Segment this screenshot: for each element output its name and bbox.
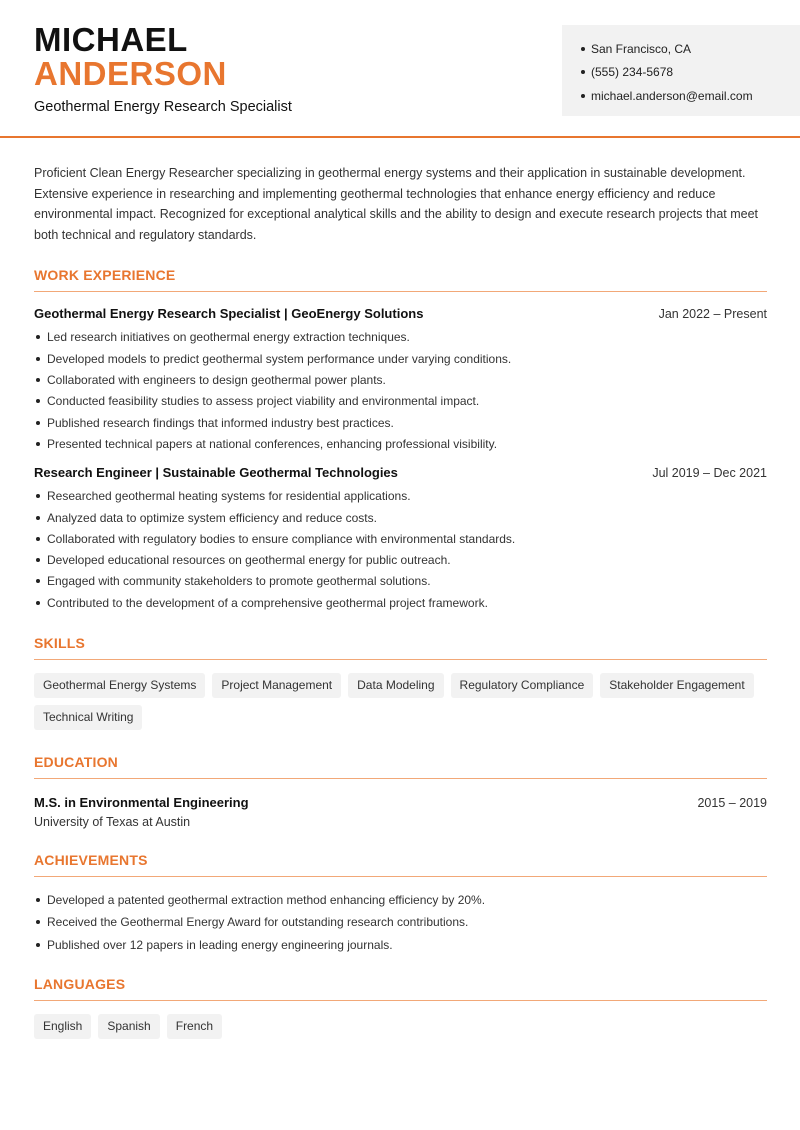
contact-email-text: michael.anderson@email.com — [591, 88, 753, 103]
job-1 — [34, 306, 767, 455]
skill-chip: Stakeholder Engagement — [600, 673, 753, 698]
bullet-icon — [36, 943, 40, 947]
bullet-icon — [36, 601, 40, 605]
skill-chip: Technical Writing — [34, 705, 142, 730]
job-header — [34, 306, 767, 321]
list-item — [34, 571, 767, 592]
list-item — [34, 369, 767, 390]
section-title-education: EDUCATION — [34, 754, 767, 779]
bullet-icon — [36, 558, 40, 562]
bullet-icon — [36, 335, 40, 339]
list-item-text: Developed educational resources on geothermal energy for public outreach. — [47, 553, 451, 568]
summary: Proficient Clean Energy Researcher specializing in geothermal energy systems and their application in sustainable development. Extensive experience in researching and implementing geothermal technologies that enhance energy efficiency and reduce environmental impact. Recognized for exceptional analytical skills and the ability to design and execute research projects that meet both technical and regulatory standards. — [34, 166, 759, 243]
job-dates: Jul 2019 – Dec 2021 — [652, 465, 767, 480]
skill-chip: Regulatory Compliance — [451, 673, 594, 698]
contact-location — [581, 37, 800, 61]
list-item-text: Published research findings that informed industry best practices. — [47, 415, 394, 430]
list-item-text: Led research initiatives on geothermal energy extraction techniques. — [47, 330, 410, 345]
language-chip: English — [34, 1014, 91, 1039]
achievements-list — [34, 888, 767, 956]
job-dates: Jan 2022 – Present — [658, 306, 767, 321]
list-item — [34, 592, 767, 613]
list-item — [34, 528, 767, 549]
last-name: ANDERSON — [34, 55, 227, 92]
skill-chip: Project Management — [212, 673, 341, 698]
list-item — [34, 888, 767, 911]
bullet-icon — [36, 579, 40, 583]
bullet-icon — [36, 378, 40, 382]
bullet-icon — [36, 399, 40, 403]
bullet-icon — [36, 537, 40, 541]
list-item-text: Received the Geothermal Energy Award for outstanding research contributions. — [47, 915, 469, 930]
bullet-icon — [36, 516, 40, 520]
skills-chips — [34, 673, 767, 737]
list-item-text: Presented technical papers at national conferences, enhancing professional visibility. — [47, 436, 498, 451]
list-item-text: Collaborated with engineers to design geothermal power plants. — [47, 373, 386, 388]
section-title-work: WORK EXPERIENCE — [34, 267, 767, 292]
first-name: MICHAEL — [34, 21, 188, 58]
language-chip: French — [167, 1014, 222, 1039]
job-2 — [34, 465, 767, 614]
skills-section — [34, 635, 767, 737]
job-bullets — [34, 486, 767, 614]
list-item — [34, 507, 767, 528]
bullet-icon — [581, 47, 585, 51]
contact-box — [562, 25, 800, 116]
job-title: Research Engineer | Sustainable Geothermal Technologies — [34, 464, 398, 480]
resume-body — [34, 138, 767, 1046]
list-item — [34, 327, 767, 348]
job-title-header: Geothermal Energy Research Specialist — [34, 99, 292, 115]
list-item — [34, 412, 767, 433]
list-item — [34, 391, 767, 412]
section-title-skills: SKILLS — [34, 635, 767, 660]
list-item-text: Conducted feasibility studies to assess project viability and environmental impact. — [47, 394, 480, 409]
list-item — [34, 486, 767, 507]
work-experience-section — [34, 267, 767, 614]
list-item-text: Analyzed data to optimize system efficiency and reduce costs. — [47, 510, 377, 525]
job-title: Geothermal Energy Research Specialist | GeoEnergy Solutions — [34, 305, 424, 321]
contact-location-text: San Francisco, CA — [591, 41, 692, 56]
bullet-icon — [36, 494, 40, 498]
languages-section — [34, 976, 767, 1046]
bullet-icon — [36, 442, 40, 446]
job-header — [34, 465, 767, 480]
bullet-icon — [36, 421, 40, 425]
list-item-text: Developed models to predict geothermal system performance under varying conditions. — [47, 351, 512, 366]
language-chips — [34, 1014, 767, 1046]
list-item — [34, 433, 767, 454]
skill-chip: Data Modeling — [348, 673, 443, 698]
list-item-text: Researched geothermal heating systems for residential applications. — [47, 489, 411, 504]
contact-phone-text: (555) 234-5678 — [591, 65, 674, 80]
section-title-achievements: ACHIEVEMENTS — [34, 852, 767, 877]
bullet-icon — [36, 357, 40, 361]
section-title-languages: LANGUAGES — [34, 976, 767, 1001]
education-header — [34, 795, 767, 810]
bullet-icon — [36, 898, 40, 902]
education-dates: 2015 – 2019 — [697, 796, 767, 811]
list-item-text: Contributed to the development of a comprehensive geothermal project framework. — [47, 595, 488, 610]
skill-chip: Geothermal Energy Systems — [34, 673, 205, 698]
list-item-text: Developed a patented geothermal extraction method enhancing efficiency by 20%. — [47, 892, 486, 907]
resume-header — [0, 0, 800, 138]
contact-email — [581, 84, 800, 108]
list-item — [34, 911, 767, 934]
bullet-icon — [581, 94, 585, 98]
language-chip: Spanish — [98, 1014, 159, 1039]
achievements-section — [34, 852, 767, 956]
bullet-icon — [581, 70, 585, 74]
list-item — [34, 549, 767, 570]
list-item-text: Engaged with community stakeholders to promote geothermal solutions. — [47, 574, 431, 589]
bullet-icon — [36, 920, 40, 924]
list-item-text: Published over 12 papers in leading energy engineering journals. — [47, 937, 393, 952]
list-item — [34, 933, 767, 956]
list-item-text: Collaborated with regulatory bodies to ensure compliance with environmental standards. — [47, 531, 516, 546]
list-item — [34, 348, 767, 369]
education-school: University of Texas at Austin — [34, 815, 191, 830]
job-bullets — [34, 327, 767, 455]
education-degree: M.S. in Environmental Engineering — [34, 795, 249, 811]
education-section — [34, 754, 767, 829]
contact-phone — [581, 61, 800, 85]
